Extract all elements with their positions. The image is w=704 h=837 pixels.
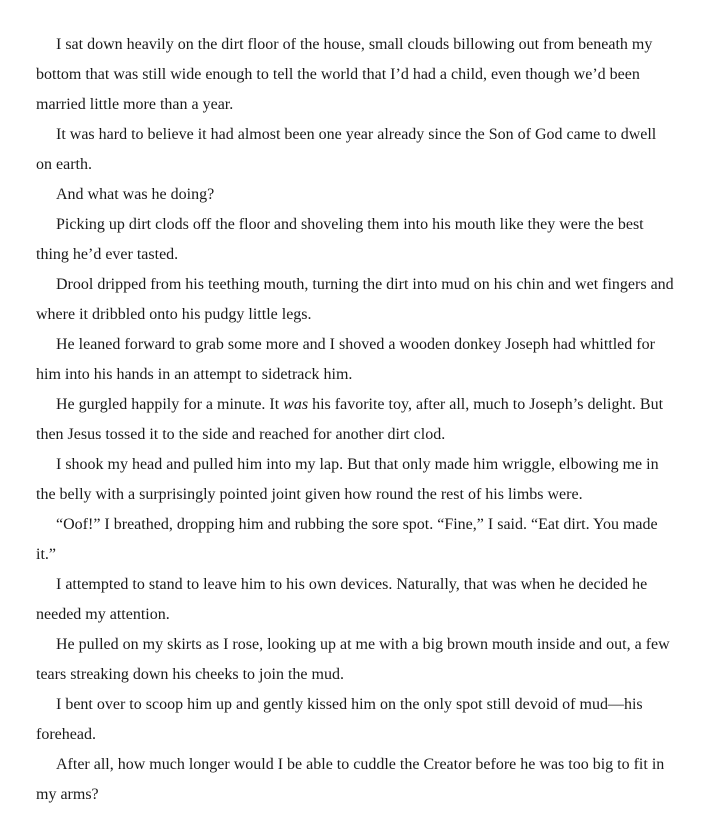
paragraph: I sat down heavily on the dirt floor of the house, small clouds billowing out from beneath my bottom that was still wide enough to tell the world that I’d had a child, even though we’d been married little more than a year. bbox=[36, 36, 653, 113]
paragraph bbox=[36, 390, 674, 450]
paragraph: It was hard to believe it had almost been one year already since the Son of God came to dwell on earth. bbox=[36, 126, 657, 173]
paragraph-text-before-emphasis: He gurgled happily for a minute. It bbox=[56, 396, 284, 413]
paragraph: He leaned forward to grab some more and I shoved a wooden donkey Joseph had whittled for him into his hands in an attempt to sidetrack him. bbox=[36, 336, 655, 383]
paragraph: I shook my head and pulled him into my lap. But that only made him wriggle, elbowing me in the belly with a surprisingly pointed joint given how round the rest of his limbs were. bbox=[36, 456, 659, 503]
paragraph-text-after-emphasis: his favorite toy, after all, much to Joseph’s delight. But then Jesus tossed it to the side and reached for another dirt clod. bbox=[36, 396, 664, 443]
paragraph: After all, how much longer would I be able to cuddle the Creator before he was too big to fit in my arms? bbox=[36, 756, 665, 803]
paragraph: Picking up dirt clods off the floor and shoveling them into his mouth like they were the best thing he’d ever tasted. bbox=[36, 216, 644, 263]
paragraph: He pulled on my skirts as I rose, looking up at me with a big brown mouth inside and out, a few tears streaking down his cheeks to join the mud. bbox=[36, 636, 670, 683]
paragraph: And what was he doing? bbox=[56, 186, 215, 203]
paragraph: I attempted to stand to leave him to his own devices. Naturally, that was when he decided he needed my attention. bbox=[36, 576, 648, 623]
emphasized-word: was bbox=[283, 396, 309, 413]
paragraph: I bent over to scoop him up and gently kissed him on the only spot still devoid of mud—his forehead. bbox=[36, 696, 643, 743]
paragraph: “Oof!” I breathed, dropping him and rubbing the sore spot. “Fine,” I said. “Eat dirt. You made it.” bbox=[36, 516, 658, 563]
paragraph: Drool dripped from his teething mouth, turning the dirt into mud on his chin and wet fingers and where it dribbled onto his pudgy little legs. bbox=[36, 276, 674, 323]
